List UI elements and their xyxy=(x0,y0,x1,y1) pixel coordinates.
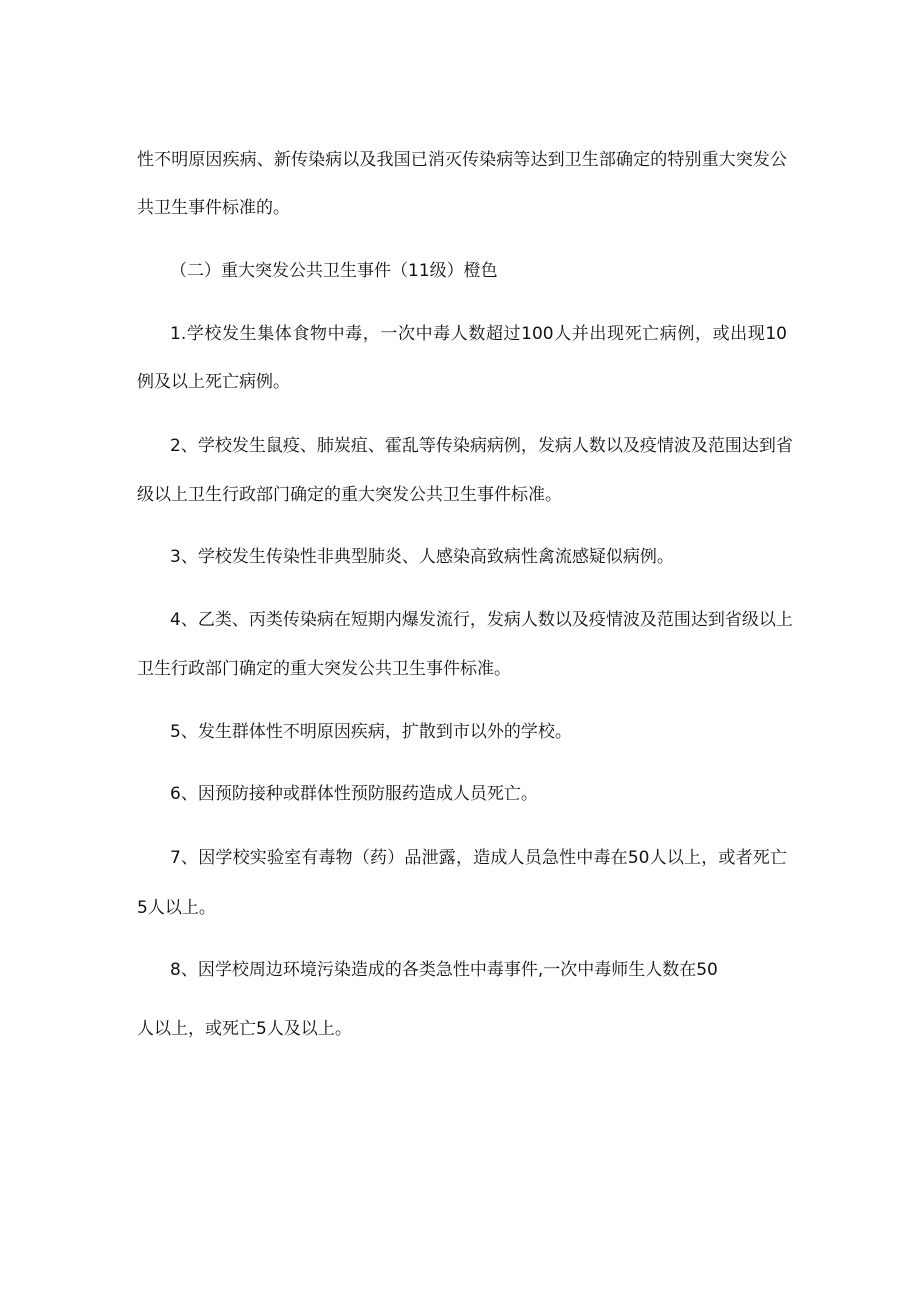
paragraph-line: 级以上卫生行政部门确定的重大突发公共卫生事件标准。 xyxy=(137,485,562,505)
section-heading: （二）重大突发公共卫生事件（11级）橙色 xyxy=(170,261,498,281)
paragraph-line: 2、学校发生鼠疫、肺炭疽、霍乱等传染病病例，发病人数以及疫情波及范围达到省 xyxy=(170,436,793,456)
paragraph-line: 5人以上。 xyxy=(137,898,216,918)
paragraph-line: 共卫生事件标准的。 xyxy=(137,198,290,218)
paragraph-line: 性不明原因疾病、新传染病以及我国已消灭传染病等达到卫生部确定的特别重大突发公 xyxy=(137,150,787,170)
paragraph-line: 4、乙类、丙类传染病在短期内爆发流行，发病人数以及疫情波及范围达到省级以上 xyxy=(170,610,793,630)
paragraph-line: 例及以上死亡病例。 xyxy=(137,372,290,392)
paragraph-line: 卫生行政部门确定的重大突发公共卫生事件标准。 xyxy=(137,659,511,679)
paragraph-line: 6、因预防接种或群体性预防服药造成人员死亡。 xyxy=(170,784,538,804)
paragraph-line: 人以上，或死亡5人及以上。 xyxy=(137,1019,352,1039)
paragraph-line: 7、因学校实验室有毒物（药）品泄露，造成人员急性中毒在50人以上，或者死亡 xyxy=(170,848,787,868)
paragraph-line: 3、学校发生传染性非典型肺炎、人感染高致病性禽流感疑似病例。 xyxy=(170,547,674,567)
paragraph-line: 1.学校发生集体食物中毒，一次中毒人数超过100人并出现死亡病例，或出现10 xyxy=(170,324,787,344)
paragraph-line: 5、发生群体性不明原因疾病，扩散到市以外的学校。 xyxy=(170,722,572,742)
paragraph-line: 8、因学校周边环境污染造成的各类急性中毒事件,一次中毒师生人数在50 xyxy=(170,960,718,980)
